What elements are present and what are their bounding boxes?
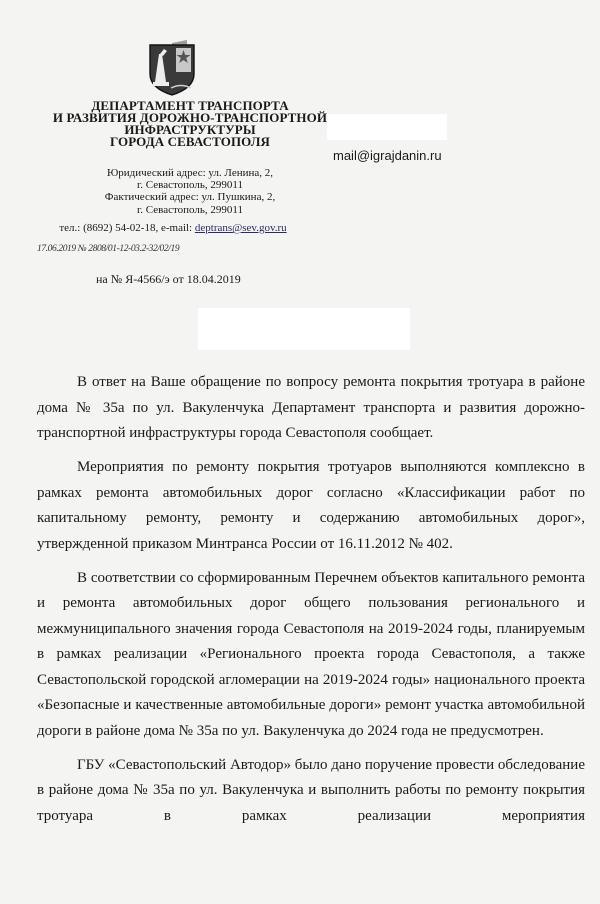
recipient-email: mail@igrajdanin.ru xyxy=(333,148,442,163)
letter-body xyxy=(37,370,585,838)
actual-address: Фактический адрес: ул. Пушкина, 2, г. Севастополь, 299011 xyxy=(104,191,276,216)
redacted-block xyxy=(198,308,410,350)
contact-line xyxy=(8,222,338,234)
phone-label: тел.: (8692) 54-02-18, e-mail: xyxy=(59,222,195,234)
paragraph: Мероприятия по ремонту покрытия тротуаров выполняются комплексно в рамках ремонта автомобильных дорог согласно «Классификации работ по капитальному ремонту, ремонту и содержанию автомобильных дорог», утвержденной приказом Минтранса России от 16.11.2012 № 402. xyxy=(37,459,585,552)
paragraph: В ответ на Ваше обращение по вопросу ремонта покрытия тротуара в районе дома № 35а по ул. Вакуленчука Департамент транспорта и развития дорожно-транспортной инфраструктуры города Севастополя сообщает. xyxy=(37,374,585,441)
department-addresses xyxy=(40,167,340,216)
legal-address: Юридический адрес: ул. Ленина, 2, г. Севастополь, 299011 xyxy=(106,167,273,192)
registration-number: 17.06.2019 № 2808/01-12-03.2-32/02/19 xyxy=(37,244,180,254)
department-email-link[interactable]: deptrans@sev.gov.ru xyxy=(194,222,287,234)
paragraph: ГБУ «Севастопольский Автодор» было дано поручение провести обследование в районе дома № 35а по ул. Вакуленчука и выполнить работы по ремонту покрытия тротуара в рамках реализации мероприятия xyxy=(37,756,585,824)
reference-number: на № Я-4566/э от 18.04.2019 xyxy=(96,272,241,286)
sevastopol-coat-of-arms-icon xyxy=(147,40,197,96)
paragraph: В соответствии со сформированным Перечнем объектов капитального ремонта и ремонта автомобильных дорог общего пользования регионального и межмуниципального значения города Севастополя на 2019-2024 годы, планируемым в рамках реализации «Регионального проекта города Севастополя, а также Севастопольской городской агломерации на 2019-2024 годы» национального проекта «Безопасные и качественные автомобильные дороги» ремонт участка автомобильной дороги в районе дома № 35а по ул. Вакуленчука до 2024 года не предусмотрен. xyxy=(37,569,585,739)
department-name: ДЕПАРТАМЕНТ ТРАНСПОРТА И РАЗВИТИЯ ДОРОЖНО-ТРАНСПОРТНОЙ ИНФРАСТРУКТУРЫ ГОРОДА СЕВАСТОПОЛЯ xyxy=(52,98,328,149)
redacted-block xyxy=(327,114,447,140)
